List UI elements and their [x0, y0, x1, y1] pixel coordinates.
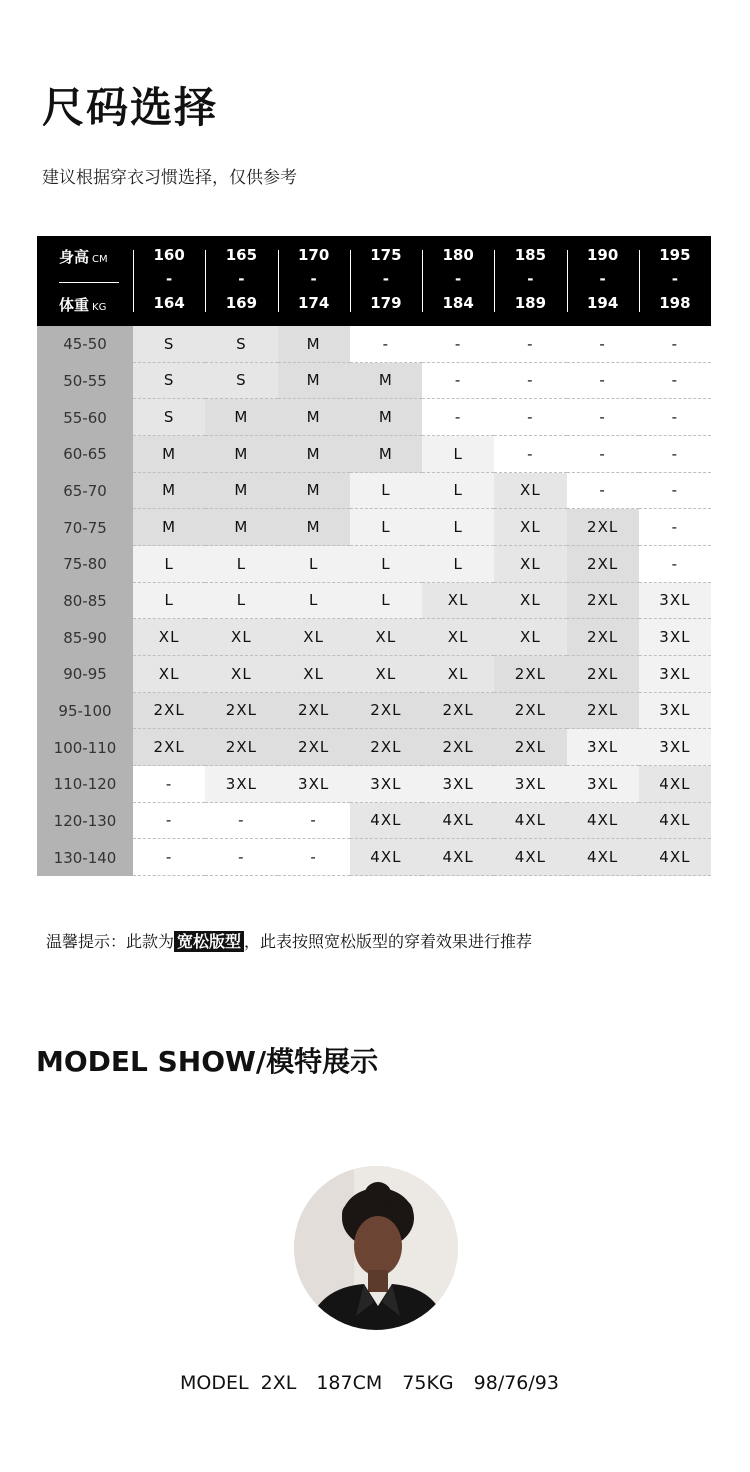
- size-cell: 4XL: [494, 839, 566, 876]
- height-range-end: 174: [297, 294, 330, 312]
- size-cell: 3XL: [639, 583, 711, 620]
- size-cell: 2XL: [205, 693, 277, 730]
- size-cell: 4XL: [639, 766, 711, 803]
- tip-suffix: ，此表按照宽松版型的穿着效果进行推荐: [244, 932, 533, 951]
- size-cell: L: [422, 473, 494, 510]
- size-cell: 3XL: [639, 693, 711, 730]
- size-cell: -: [639, 326, 711, 363]
- size-cell: S: [205, 326, 277, 363]
- size-cell: -: [639, 436, 711, 473]
- size-cell: L: [278, 583, 350, 620]
- size-cell: S: [133, 326, 205, 363]
- table-row: [37, 839, 711, 876]
- size-cell: 4XL: [494, 803, 566, 840]
- size-cell: L: [422, 546, 494, 583]
- weight-range-cell: 55-60: [37, 399, 133, 436]
- height-range-end: 179: [370, 294, 402, 312]
- model-size: MODEL 2XL: [180, 1372, 297, 1394]
- size-cell: -: [205, 839, 277, 876]
- size-cell: -: [133, 839, 205, 876]
- size-cell: -: [567, 326, 639, 363]
- size-cell: -: [350, 326, 422, 363]
- weight-range-cell: 80-85: [37, 583, 133, 620]
- size-cell: -: [205, 803, 277, 840]
- size-cell: XL: [278, 619, 350, 656]
- table-row: [37, 693, 711, 730]
- size-cell: -: [639, 363, 711, 400]
- weight-range-cell: 65-70: [37, 473, 133, 510]
- height-range-dash: -: [166, 270, 173, 288]
- size-cell: 3XL: [567, 729, 639, 766]
- height-column-header: [494, 236, 566, 326]
- size-cell: 3XL: [494, 766, 566, 803]
- size-cell: -: [567, 399, 639, 436]
- page-title: 尺码选择: [42, 83, 219, 132]
- table-row: [37, 656, 711, 693]
- size-cell: 4XL: [422, 803, 494, 840]
- size-cell: 3XL: [639, 729, 711, 766]
- height-column-header: [639, 236, 711, 326]
- height-range-end: 184: [442, 294, 474, 312]
- weight-range-cell: 50-55: [37, 363, 133, 400]
- size-cell: 2XL: [278, 729, 350, 766]
- height-range-start: 175: [370, 246, 402, 264]
- height-range-end: 169: [225, 294, 258, 312]
- weight-range-cell: 60-65: [37, 436, 133, 473]
- size-cell: 4XL: [567, 803, 639, 840]
- size-cell: 3XL: [567, 766, 639, 803]
- size-cell: L: [422, 436, 494, 473]
- table-row: [37, 326, 711, 363]
- size-cell: L: [133, 546, 205, 583]
- height-range-dash: -: [310, 270, 317, 288]
- model-show-title: MODEL SHOW/模特展示: [36, 1045, 379, 1078]
- size-cell: 2XL: [133, 729, 205, 766]
- size-cell: XL: [422, 619, 494, 656]
- weight-label: 体重 KG: [59, 296, 107, 314]
- weight-range-cell: 45-50: [37, 326, 133, 363]
- size-cell: 3XL: [278, 766, 350, 803]
- height-range-dash: -: [455, 270, 462, 288]
- size-cell: XL: [350, 656, 422, 693]
- weight-range-cell: 110-120: [37, 766, 133, 803]
- header-label-cell: [37, 236, 133, 326]
- size-cell: -: [639, 473, 711, 510]
- weight-range-cell: 75-80: [37, 546, 133, 583]
- size-cell: XL: [133, 656, 205, 693]
- size-cell: -: [567, 363, 639, 400]
- height-column-header: [133, 236, 205, 326]
- height-range-start: 190: [586, 246, 619, 264]
- size-cell: M: [350, 399, 422, 436]
- size-cell: L: [350, 583, 422, 620]
- size-cell: M: [350, 363, 422, 400]
- size-cell: M: [278, 326, 350, 363]
- height-range-start: 185: [514, 246, 547, 264]
- weight-range-cell: 120-130: [37, 803, 133, 840]
- height-range-dash: -: [382, 270, 389, 288]
- weight-range-cell: 90-95: [37, 656, 133, 693]
- size-cell: S: [205, 363, 277, 400]
- size-cell: -: [494, 436, 566, 473]
- table-row: [37, 399, 711, 436]
- size-cell: L: [205, 583, 277, 620]
- size-cell: -: [494, 363, 566, 400]
- height-range-start: 195: [659, 246, 691, 264]
- page-subtitle: 建议根据穿衣习惯选择，仅供参考: [42, 168, 297, 188]
- height-range-end: 194: [586, 294, 619, 312]
- table-row: [37, 473, 711, 510]
- size-cell: 2XL: [494, 693, 566, 730]
- height-range-end: 189: [514, 294, 547, 312]
- size-cell: 2XL: [350, 693, 422, 730]
- height-label: 身高 CM: [59, 248, 108, 266]
- size-cell: XL: [278, 656, 350, 693]
- table-row: [37, 509, 711, 546]
- size-cell: M: [133, 473, 205, 510]
- size-cell: 2XL: [205, 729, 277, 766]
- size-cell: 2XL: [350, 729, 422, 766]
- size-cell: S: [133, 399, 205, 436]
- weight-range-cell: 85-90: [37, 619, 133, 656]
- model-info: [180, 1370, 579, 1396]
- height-range-start: 170: [297, 246, 330, 264]
- size-cell: M: [278, 363, 350, 400]
- model-portrait-image: [294, 1166, 458, 1330]
- size-chart-body: [37, 326, 711, 876]
- size-cell: XL: [494, 473, 566, 510]
- header-divider: [59, 282, 119, 283]
- size-cell: 3XL: [639, 619, 711, 656]
- size-cell: -: [133, 766, 205, 803]
- size-cell: M: [350, 436, 422, 473]
- height-column-header: [350, 236, 422, 326]
- size-cell: 2XL: [567, 656, 639, 693]
- size-cell: -: [133, 803, 205, 840]
- size-cell: S: [133, 363, 205, 400]
- height-range-dash: -: [671, 270, 678, 288]
- size-cell: 4XL: [639, 839, 711, 876]
- height-range-dash: -: [238, 270, 245, 288]
- size-cell: M: [278, 509, 350, 546]
- size-cell: 2XL: [494, 729, 566, 766]
- size-cell: 2XL: [278, 693, 350, 730]
- size-cell: -: [278, 839, 350, 876]
- size-cell: M: [133, 436, 205, 473]
- model-measurements: 98/76/93: [473, 1372, 559, 1394]
- height-column-header: [567, 236, 639, 326]
- size-cell: M: [205, 509, 277, 546]
- size-cell: L: [205, 546, 277, 583]
- size-cell: 3XL: [205, 766, 277, 803]
- size-cell: -: [422, 363, 494, 400]
- size-cell: -: [494, 399, 566, 436]
- size-cell: XL: [205, 656, 277, 693]
- size-cell: XL: [350, 619, 422, 656]
- size-cell: L: [133, 583, 205, 620]
- table-row: [37, 546, 711, 583]
- size-cell: L: [350, 509, 422, 546]
- size-cell: 4XL: [422, 839, 494, 876]
- size-cell: XL: [133, 619, 205, 656]
- table-row: [37, 729, 711, 766]
- size-cell: XL: [422, 583, 494, 620]
- size-chart-table: [37, 236, 711, 876]
- table-row: [37, 619, 711, 656]
- size-cell: -: [639, 546, 711, 583]
- height-range-start: 160: [153, 246, 185, 264]
- size-cell: -: [422, 399, 494, 436]
- size-cell: L: [422, 509, 494, 546]
- size-cell: M: [278, 436, 350, 473]
- height-range-dash: -: [527, 270, 534, 288]
- size-cell: L: [350, 546, 422, 583]
- size-cell: XL: [205, 619, 277, 656]
- size-cell: M: [278, 399, 350, 436]
- tip-prefix: 温馨提示：此款为: [46, 932, 175, 951]
- size-cell: 3XL: [350, 766, 422, 803]
- size-cell: 3XL: [422, 766, 494, 803]
- size-cell: 4XL: [350, 839, 422, 876]
- size-cell: M: [205, 436, 277, 473]
- size-cell: -: [567, 473, 639, 510]
- height-range-end: 164: [153, 294, 185, 312]
- size-cell: 2XL: [422, 693, 494, 730]
- size-cell: -: [278, 803, 350, 840]
- table-row: [37, 363, 711, 400]
- size-cell: 2XL: [494, 656, 566, 693]
- size-cell: 2XL: [567, 693, 639, 730]
- height-range-end: 198: [659, 294, 691, 312]
- size-cell: -: [494, 326, 566, 363]
- model-height: 187CM: [316, 1372, 383, 1394]
- size-cell: M: [278, 473, 350, 510]
- table-row: [37, 803, 711, 840]
- height-column-header: [205, 236, 277, 326]
- size-cell: 4XL: [639, 803, 711, 840]
- weight-range-cell: 70-75: [37, 509, 133, 546]
- height-range-start: 180: [442, 246, 474, 264]
- tip-highlight: 宽松版型: [174, 931, 244, 952]
- model-avatar: [294, 1166, 458, 1330]
- fit-tip: [46, 930, 532, 954]
- size-cell: XL: [494, 619, 566, 656]
- size-cell: M: [133, 509, 205, 546]
- size-cell: 2XL: [567, 583, 639, 620]
- size-cell: 2XL: [567, 546, 639, 583]
- size-cell: 2XL: [567, 619, 639, 656]
- size-cell: XL: [494, 509, 566, 546]
- size-cell: 3XL: [639, 656, 711, 693]
- size-cell: 2XL: [133, 693, 205, 730]
- height-range-dash: -: [599, 270, 606, 288]
- size-cell: M: [205, 473, 277, 510]
- height-column-header: [278, 236, 350, 326]
- size-cell: 2XL: [422, 729, 494, 766]
- height-range-start: 165: [225, 246, 258, 264]
- table-row: [37, 583, 711, 620]
- size-cell: XL: [494, 546, 566, 583]
- table-row: [37, 436, 711, 473]
- size-chart-header: [37, 236, 711, 326]
- size-cell: 2XL: [567, 509, 639, 546]
- size-cell: 4XL: [567, 839, 639, 876]
- size-cell: -: [639, 399, 711, 436]
- size-cell: 4XL: [350, 803, 422, 840]
- weight-range-cell: 130-140: [37, 839, 133, 876]
- weight-range-cell: 100-110: [37, 729, 133, 766]
- table-row: [37, 766, 711, 803]
- size-cell: L: [350, 473, 422, 510]
- model-weight: 75KG: [402, 1372, 454, 1394]
- size-cell: L: [278, 546, 350, 583]
- size-cell: XL: [494, 583, 566, 620]
- size-cell: -: [639, 509, 711, 546]
- size-cell: -: [422, 326, 494, 363]
- size-cell: XL: [422, 656, 494, 693]
- height-column-header: [422, 236, 494, 326]
- size-cell: M: [205, 399, 277, 436]
- weight-range-cell: 95-100: [37, 693, 133, 730]
- size-cell: -: [567, 436, 639, 473]
